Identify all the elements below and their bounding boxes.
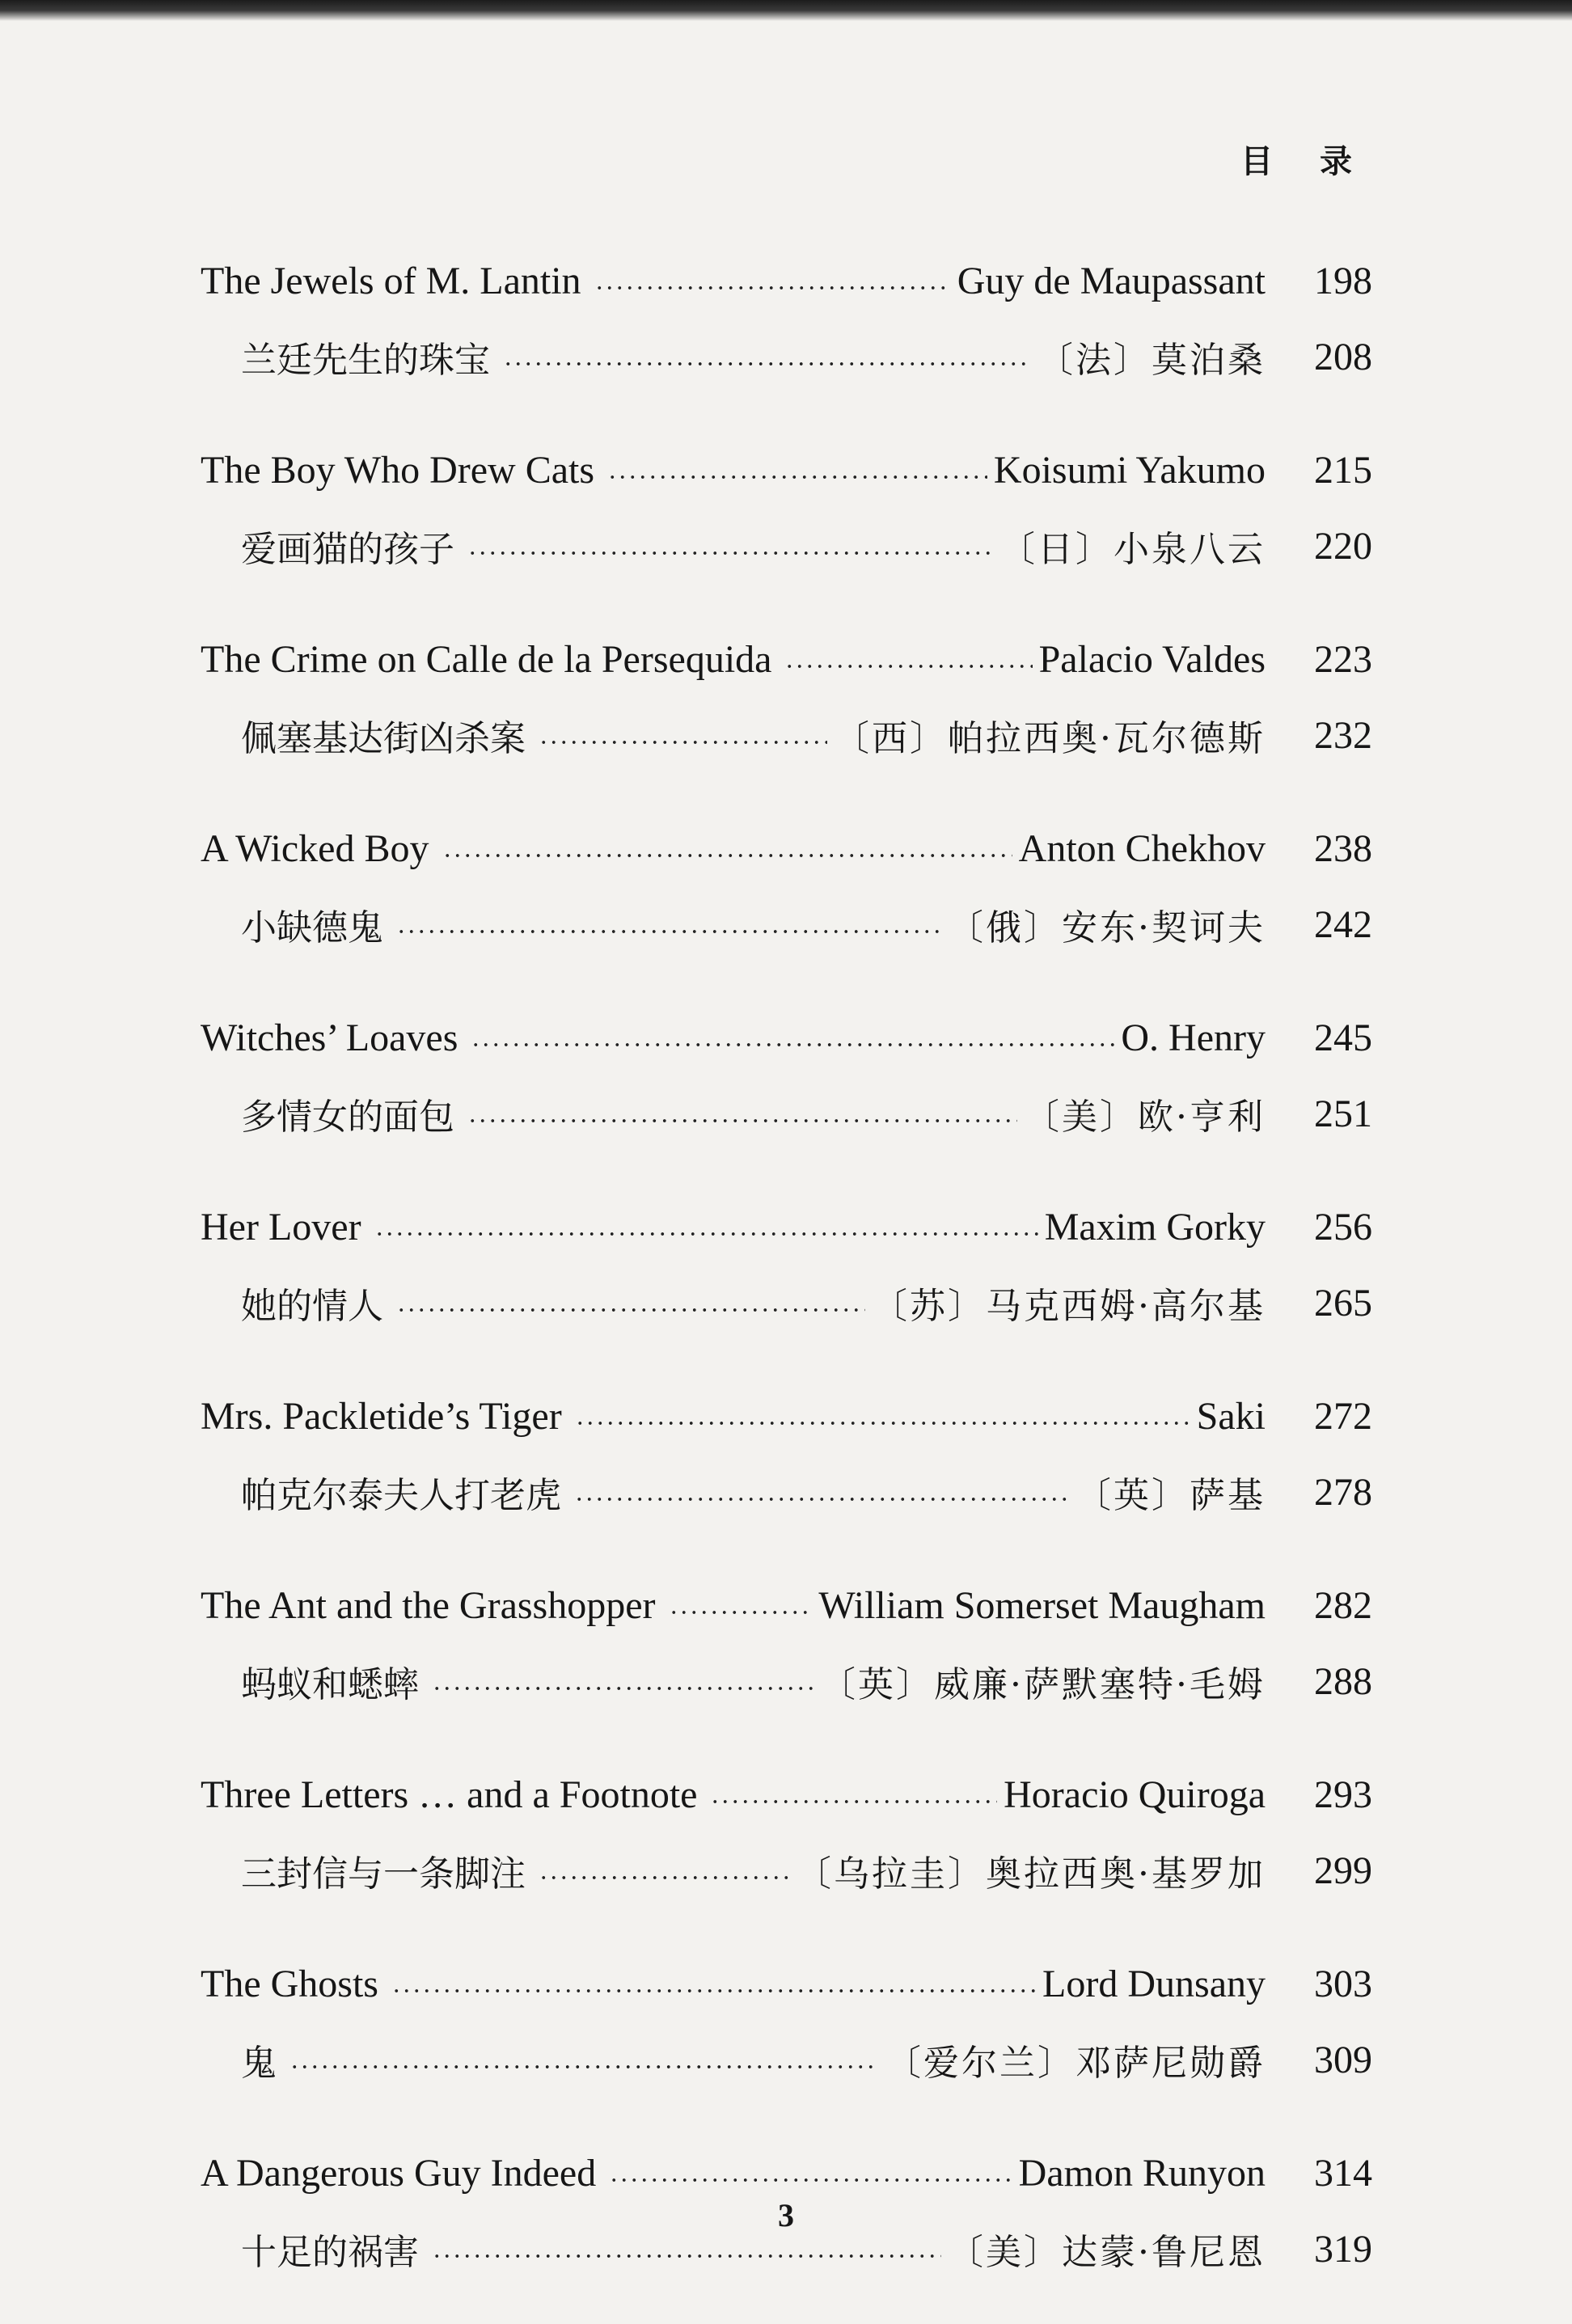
toc-row-english[interactable] [0,432,1572,508]
toc-row-english[interactable] [0,1189,1572,1265]
page-ref: 198 [1314,259,1372,302]
page-ref: 232 [1314,713,1372,757]
toc-row-chinese[interactable] [0,886,1572,962]
story-title: 十足的祸害 [241,2232,419,2273]
page-edge-shadow [0,0,1572,21]
story-title: 小缺德鬼 [241,907,383,949]
author-name: Damon Runyon [1018,2151,1266,2195]
author-name: Lord Dunsany [1042,1962,1266,2005]
author-name: 〔美〕欧·亨利 [1024,1097,1266,1138]
story-title: A Wicked Boy [201,826,429,870]
story-title: 爱画猫的孩子 [241,529,454,570]
story-title: 她的情人 [241,1286,383,1327]
author-name: 〔爱尔兰〕邓萨尼勋爵 [885,2043,1266,2084]
page-ref: 319 [1314,2227,1372,2271]
toc-entry [0,1189,1572,1341]
author-name: Koisumi Yakumo [993,448,1266,492]
story-title: The Crime on Calle de la Persequida [201,637,772,681]
author-name: Palacio Valdes [1038,637,1266,681]
page-ref: 265 [1314,1281,1372,1325]
author-name: O. Henry [1121,1016,1266,1059]
page-ref: 208 [1314,335,1372,378]
story-title: 兰廷先生的珠宝 [241,340,490,381]
dot-leader [669,1610,813,1615]
author-name: 〔法〕莫泊桑 [1037,340,1266,381]
story-title: 蚂蚁和蟋蟀 [241,1664,419,1705]
author-name: Guy de Maupassant [957,259,1266,302]
page-ref: 299 [1314,1849,1372,1892]
story-title: 多情女的面包 [241,1097,454,1138]
page-ref: 282 [1314,1583,1372,1627]
author-name: 〔乌拉圭〕奥拉西奥·基罗加 [796,1853,1266,1895]
dot-leader [289,2064,879,2069]
dot-leader [503,361,1031,366]
author-name: 〔日〕小泉八云 [999,529,1266,570]
story-title: The Jewels of M. Lantin [201,259,581,302]
author-name: 〔西〕帕拉西奥·瓦尔德斯 [834,718,1266,759]
toc-row-chinese[interactable] [0,1265,1572,1341]
toc-row-english[interactable] [0,1756,1572,1832]
dot-leader [396,929,941,934]
page-ref: 256 [1314,1205,1372,1249]
page-ref: 223 [1314,637,1372,681]
story-title: A Dangerous Guy Indeed [201,2151,597,2195]
author-name: Saki [1196,1394,1266,1438]
toc-row-chinese[interactable] [0,319,1572,395]
author-name: 〔英〕威廉·萨默塞特·毛姆 [820,1664,1266,1705]
page-ref: 238 [1314,826,1372,870]
toc-row-english[interactable] [0,810,1572,886]
dot-leader [575,1421,1190,1426]
page-ref: 220 [1314,524,1372,568]
toc-row-english[interactable] [0,1946,1572,2022]
author-name: Anton Chekhov [1018,826,1266,870]
toc-row-chinese[interactable] [0,1832,1572,1908]
story-title: 佩塞基达街凶杀案 [241,718,526,759]
dot-leader [471,1042,1114,1047]
page-ref: 251 [1314,1092,1372,1135]
page-ref: 293 [1314,1773,1372,1816]
author-name: Maxim Gorky [1044,1205,1266,1249]
toc-entry [0,243,1572,395]
dot-leader [539,1875,789,1880]
page-ref: 215 [1314,448,1372,492]
story-title: 三封信与一条脚注 [241,1853,526,1895]
toc-row-english[interactable] [0,999,1572,1075]
toc-row-chinese[interactable] [0,1454,1572,1530]
dot-leader [467,551,993,556]
dot-leader [594,285,951,290]
dot-leader [396,1308,865,1312]
story-title: The Ghosts [201,1962,378,2005]
dot-leader [442,853,1012,858]
dot-leader [574,1497,1069,1502]
toc-entry [0,432,1572,584]
author-name: Horacio Quiroga [1004,1773,1266,1816]
story-title: Witches’ Loaves [201,1016,458,1059]
table-of-contents [0,243,1572,2324]
toc-row-chinese[interactable] [0,508,1572,584]
page-ref: 303 [1314,1962,1372,2005]
page-ref: 314 [1314,2151,1372,2195]
page-ref: 278 [1314,1470,1372,1514]
story-title: Her Lover [201,1205,361,1249]
page-number: 3 [778,2197,794,2233]
page-ref: 272 [1314,1394,1372,1438]
story-title: Three Letters … and a Footnote [201,1773,698,1816]
toc-row-chinese[interactable] [0,697,1572,773]
dot-leader [432,1686,813,1691]
toc-row-english[interactable] [0,1378,1572,1454]
dot-leader [784,664,1032,669]
toc-row-chinese[interactable] [0,2022,1572,2098]
page-ref: 309 [1314,2038,1372,2081]
author-name: 〔苏〕马克西姆·高尔基 [872,1286,1266,1327]
toc-entry [0,1756,1572,1908]
toc-row-chinese[interactable] [0,1643,1572,1719]
author-name: 〔美〕达蒙·鲁尼恩 [948,2232,1266,2273]
story-title: The Boy Who Drew Cats [201,448,595,492]
story-title: 鬼 [241,2043,277,2084]
author-name: William Somerset Maugham [818,1583,1266,1627]
author-name: 〔英〕萨基 [1075,1475,1266,1516]
dot-leader [609,2178,1012,2182]
author-name: 〔俄〕安东·契诃夫 [948,907,1266,949]
page-ref: 288 [1314,1659,1372,1703]
dot-leader [710,1799,997,1804]
page-ref: 242 [1314,902,1372,946]
story-title: 帕克尔泰夫人打老虎 [241,1475,561,1516]
dot-leader [374,1232,1038,1236]
toc-entry [0,999,1572,1151]
toc-row-english[interactable] [0,621,1572,697]
story-title: The Ant and the Grasshopper [201,1583,656,1627]
dot-leader [391,1988,1036,1993]
dot-leader [539,740,827,745]
toc-row-english[interactable] [0,1567,1572,1643]
toc-entry [0,1378,1572,1530]
dot-leader [607,475,987,480]
running-header: 目 录 [1240,143,1370,180]
dot-leader [467,1118,1017,1123]
toc-entry [0,810,1572,962]
story-title: Mrs. Packletide’s Tiger [201,1394,562,1438]
toc-row-chinese[interactable] [0,1075,1572,1151]
dot-leader [432,2254,941,2259]
toc-row-english[interactable] [0,243,1572,319]
page-ref: 245 [1314,1016,1372,1059]
toc-entry [0,1946,1572,2098]
toc-entry [0,1567,1572,1719]
toc-entry [0,621,1572,773]
